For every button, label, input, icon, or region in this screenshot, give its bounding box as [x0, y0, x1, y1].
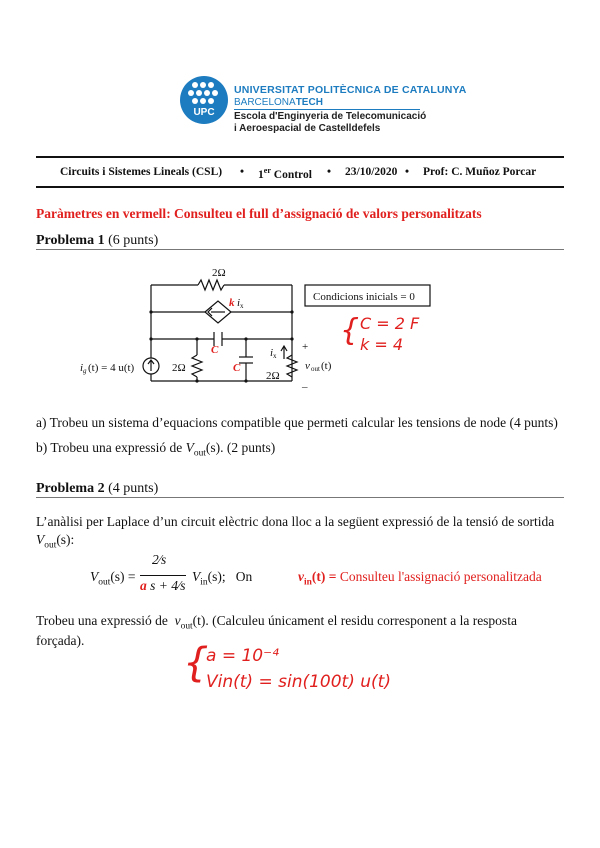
problem2-points: (4 punts) — [108, 481, 159, 496]
label-ix-branch: i — [270, 347, 274, 359]
problem2-intro-var — [36, 532, 74, 551]
eq-v-sub: in — [304, 577, 312, 588]
eq-vin-arg: (s); — [207, 569, 226, 584]
header-rule-bottom — [36, 186, 564, 188]
problem1-points: (6 punts) — [108, 233, 159, 248]
problem2-rule — [36, 497, 564, 498]
eq-vin-sub: in — [200, 577, 208, 588]
handwritten-brace-1: { — [340, 313, 360, 348]
task-pre: Trobeu una expressió de — [36, 613, 168, 628]
logo-divider — [234, 109, 420, 110]
handwritten-vin-value: Vin(t) = sin(100t) u(t) — [206, 672, 391, 692]
question-b-pre: b) Trobeu una expressió de — [36, 440, 183, 455]
label-vout-rest: (t) — [321, 360, 332, 372]
label-ix-top: i — [237, 297, 241, 309]
header-rule-top — [36, 156, 564, 158]
course-title: Circuits i Sistemes Lineals (CSL) — [60, 166, 223, 178]
eq-on: On — [235, 569, 253, 584]
label-ix-top-sub: x — [240, 302, 244, 310]
eq-den-rest: s + 4⁄s — [150, 578, 186, 593]
equation-vin-note — [298, 569, 542, 588]
problem2-task-line2: forçada). — [36, 633, 85, 648]
label-minus: – — [302, 381, 308, 393]
intro-sub: out — [44, 540, 57, 551]
professor: Prof: C. Muñoz Porcar — [423, 166, 537, 178]
problem1-question-a: a) Trobeu un sistema d’equacions compatible que permeti calcular les tensions de node (4 punts) — [36, 415, 558, 430]
label-r-left: 2Ω — [172, 362, 186, 374]
tech-text: TECH — [295, 97, 323, 108]
question-b-post: . (2 punts) — [220, 440, 276, 455]
equation-denominator — [140, 578, 186, 594]
eq-note: Consulteu l'assignació personalitzada — [339, 569, 542, 584]
problem2-title: Problema 2 — [36, 481, 105, 496]
resistor-left — [192, 355, 202, 377]
university-name: UNIVERSITAT POLITÈCNICA DE CATALUNYA — [234, 84, 467, 96]
eq-v: v — [298, 569, 304, 584]
header-bullet-2: • — [327, 166, 332, 178]
barcelonatech — [234, 97, 323, 108]
handwritten-c-value: C = 2 F — [360, 314, 420, 333]
initial-conditions-text: Condicions inicials = 0 — [313, 291, 415, 303]
task-sub: out — [180, 621, 193, 632]
upc-badge-text: UPC — [193, 107, 215, 118]
question-b-var: V — [185, 440, 194, 455]
eq-vin-var: V — [192, 569, 201, 584]
label-source: i — [80, 362, 84, 374]
problem1-question-b — [36, 440, 275, 459]
control-word: Control — [273, 168, 312, 181]
equation-vin — [192, 569, 252, 588]
eq-lhs-var: V — [90, 569, 99, 584]
handwritten-brace-2: { — [183, 640, 209, 686]
label-source-rest: (t) = 4 u(t) — [88, 362, 135, 374]
problem1-heading — [36, 233, 158, 249]
resistor-top — [198, 280, 224, 290]
eq-v-arg: (t) = — [311, 569, 337, 584]
question-b-arg: (s) — [205, 440, 221, 455]
label-c-top: C — [211, 344, 219, 356]
eq-lhs-sub: out — [98, 577, 111, 588]
problem2-heading — [36, 481, 158, 497]
control-superscript: er — [263, 166, 271, 175]
label-vout-sub: out — [311, 365, 320, 373]
header-bullet-3: • — [405, 166, 410, 178]
equation-lhs — [90, 569, 136, 588]
control-number: 1 — [258, 168, 264, 181]
problem1-rule — [36, 249, 564, 250]
eq-den-a: a — [140, 578, 147, 593]
school-name — [234, 111, 426, 135]
header-bullet: • — [240, 166, 245, 178]
handwritten-a-value: a = 10⁻⁴ — [206, 646, 279, 666]
school-line-1: Escola d'Enginyeria de Telecomunicació — [234, 111, 427, 122]
intro-var: V — [36, 532, 45, 547]
task-rest: (Calculeu únicament el residu corresponent a la resposta — [212, 613, 517, 628]
label-k: k — [229, 297, 235, 309]
control-label — [258, 166, 312, 181]
upc-logo — [179, 75, 229, 125]
handwritten-k-value: k = 4 — [360, 335, 404, 354]
question-b-sub: out — [193, 448, 206, 459]
label-source-sub: g — [83, 367, 87, 375]
label-vout: v — [305, 360, 310, 372]
equation-numerator: 2⁄s — [152, 552, 167, 567]
problem1-title: Problema 1 — [36, 233, 105, 248]
school-line-2: i Aeroespacial de Castelldefels — [234, 123, 381, 134]
task-var: v — [174, 613, 181, 628]
personalized-notice: Paràmetres en vermell: Consulteu el full d’assignació de valors personalitzats — [36, 206, 482, 221]
barcelona-text: BARCELONA — [234, 97, 296, 108]
eq-lhs-arg: (s) = — [110, 569, 136, 584]
label-ix-branch-sub: x — [273, 352, 277, 360]
exam-date: 23/10/2020 — [345, 166, 398, 178]
intro-arg: (s): — [56, 532, 75, 547]
problem2-intro: L’anàlisi per Laplace d’un circuit elèctric dona lloc a la següent expressió de la tensió de sortida — [36, 514, 555, 529]
problem2-task — [36, 613, 564, 632]
task-arg: (t). — [192, 613, 209, 628]
circuit-diagram — [0, 255, 600, 405]
label-c-mid: C — [233, 362, 241, 374]
label-r-right: 2Ω — [266, 370, 280, 382]
label-plus: + — [302, 341, 309, 353]
fraction-bar — [140, 575, 186, 576]
label-r-top: 2Ω — [212, 267, 226, 279]
